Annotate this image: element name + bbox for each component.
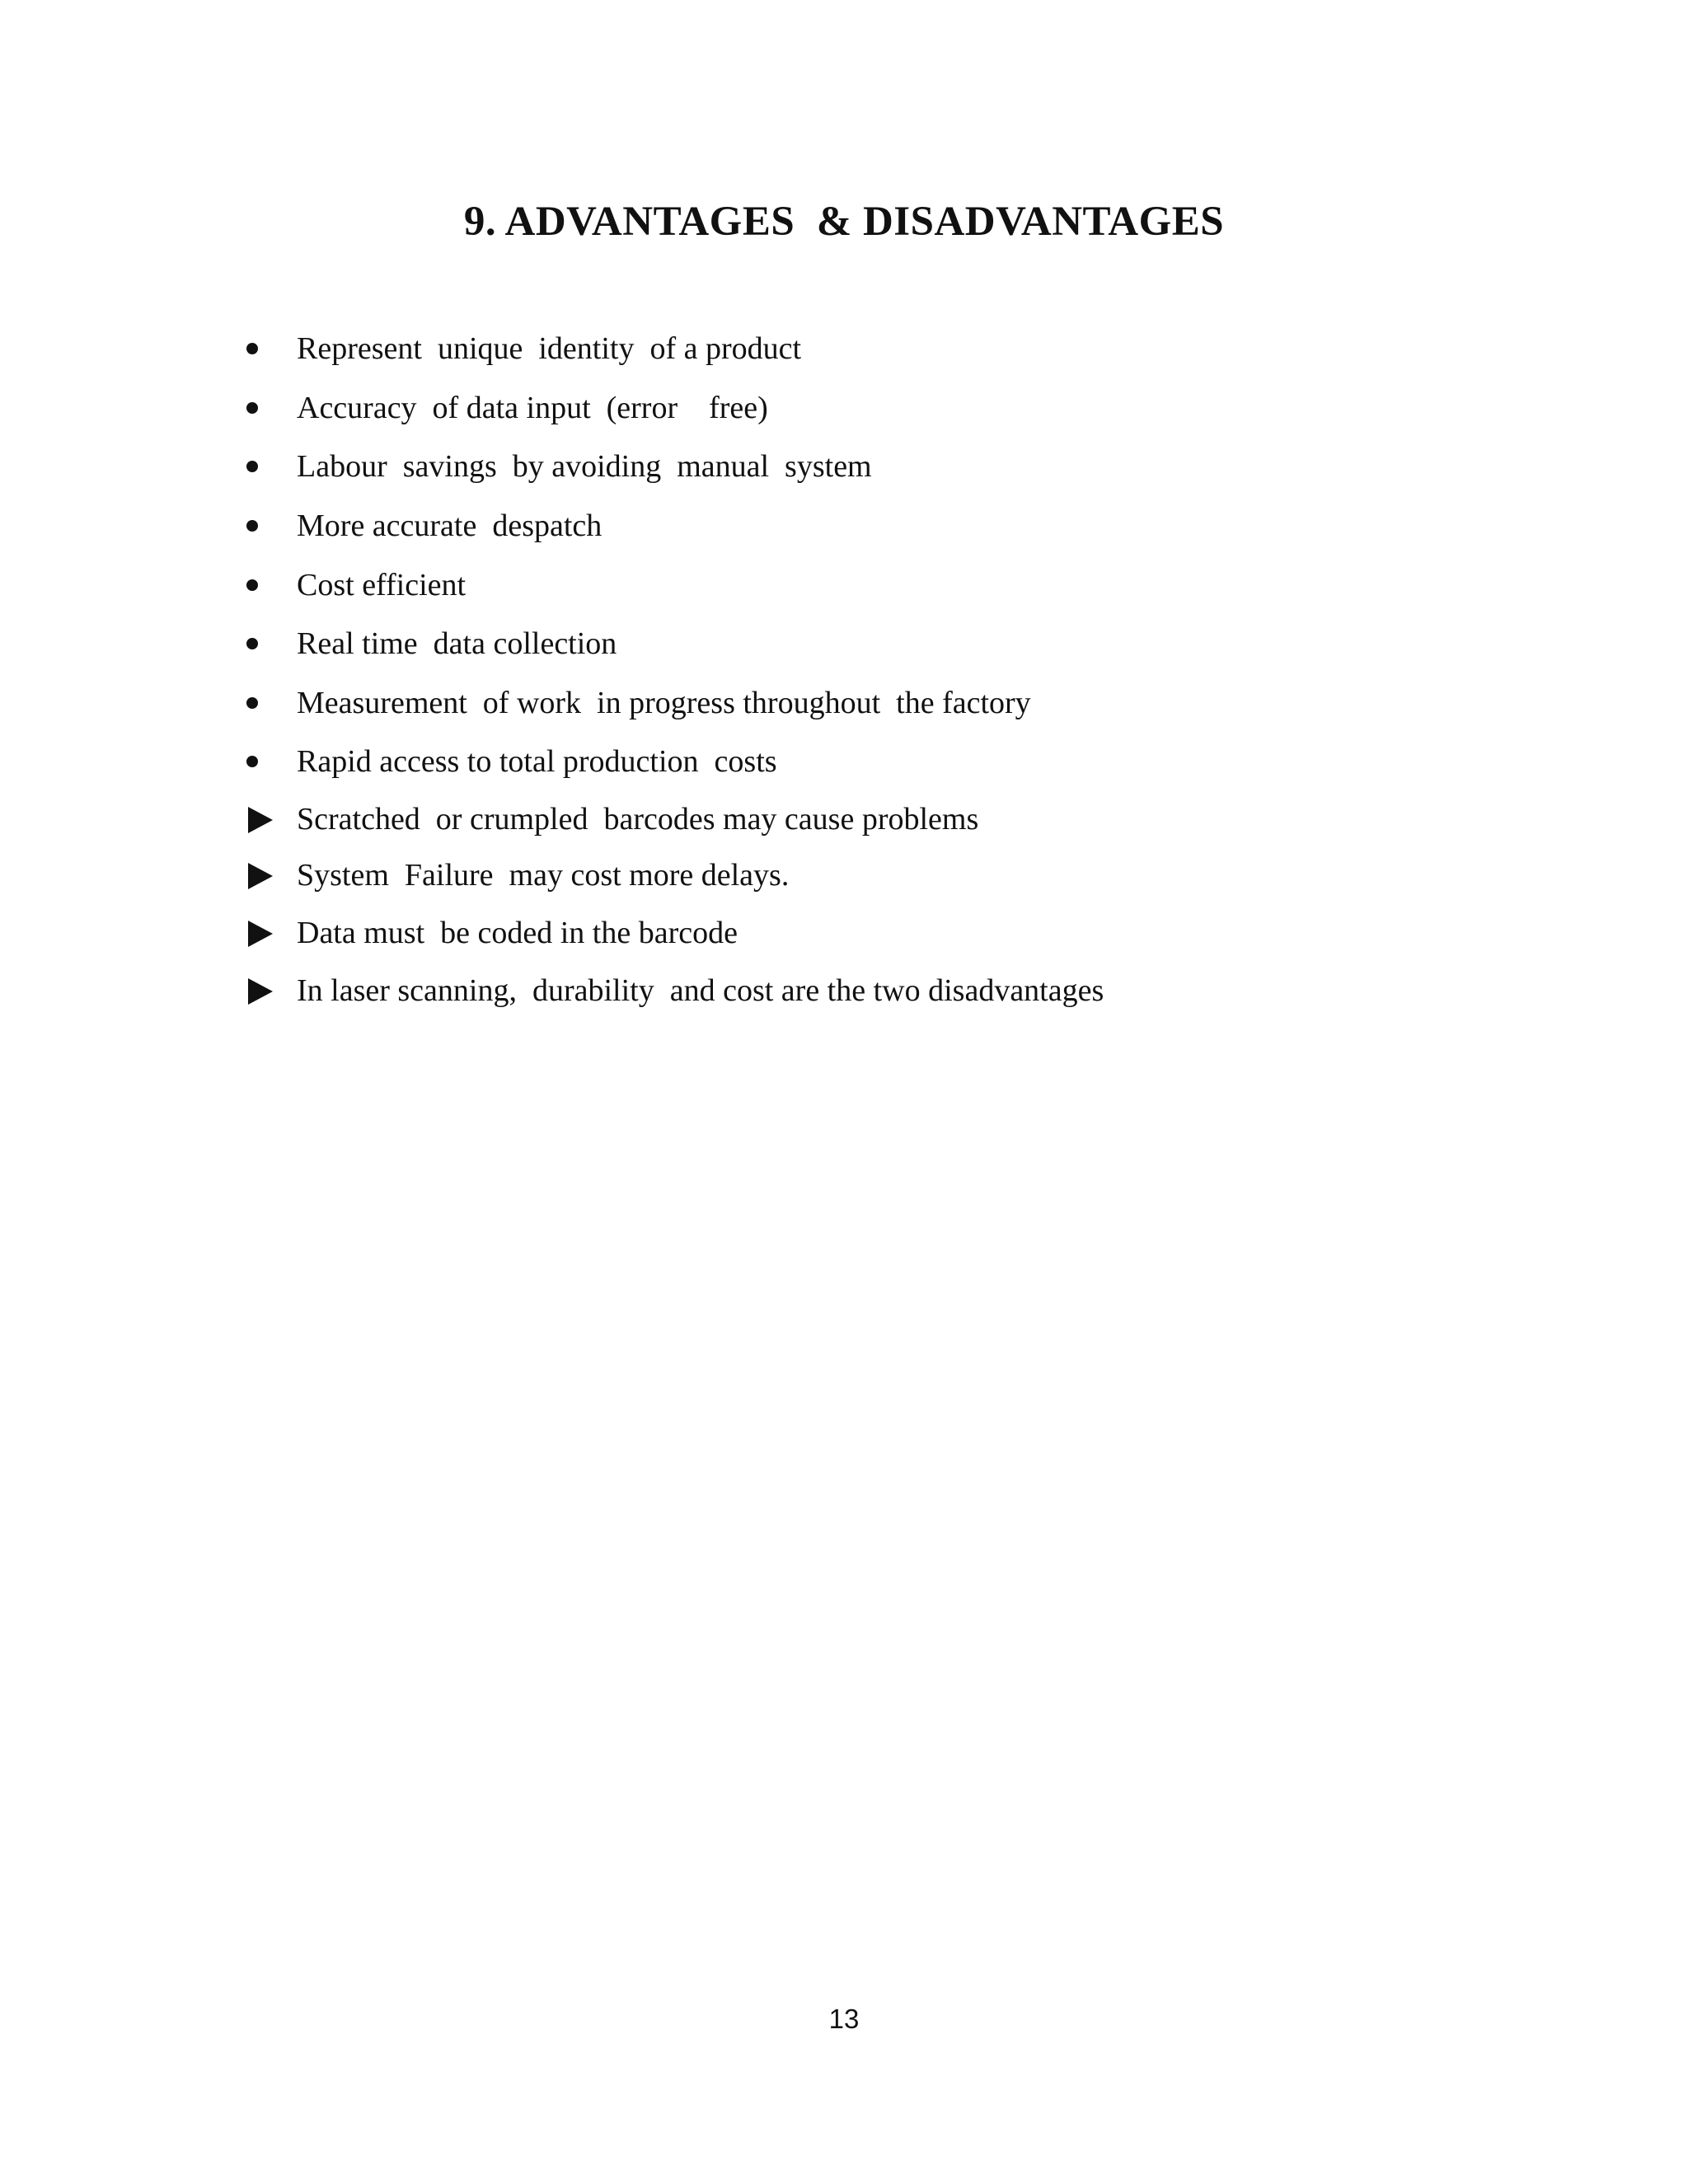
bullet-dot-icon — [243, 738, 276, 785]
page-title: 9. ADVANTAGES & DISADVANTAGES — [463, 199, 1225, 245]
list-item-text: Measurement of work in progress throughout the factory — [297, 686, 1031, 720]
list-item-text: Data must be coded in the barcode — [297, 916, 738, 950]
list-item — [243, 796, 1479, 842]
list-item — [243, 385, 1479, 431]
list-item-text: Labour savings by avoiding manual system — [297, 449, 872, 484]
list-item — [243, 852, 1479, 898]
bullet-dot-icon — [243, 621, 276, 667]
bullet-dot-icon — [243, 562, 276, 608]
list-item — [243, 326, 1479, 372]
arrow-right-icon — [243, 796, 276, 842]
list-item — [243, 562, 1479, 608]
bullet-dot-icon — [243, 443, 276, 490]
list-item — [243, 680, 1479, 726]
list-item-text: System Failure may cost more delays. — [297, 858, 790, 893]
list-item-text: Real time data collection — [297, 626, 617, 661]
bullet-dot-icon — [243, 326, 276, 372]
list-item — [243, 621, 1479, 667]
bullet-dot-icon — [243, 385, 276, 431]
bullet-dot-icon — [243, 503, 276, 549]
list-item — [243, 503, 1479, 549]
arrow-right-icon — [243, 852, 276, 898]
list-item-text: Represent unique identity of a product — [297, 331, 802, 366]
bullet-dot-icon — [243, 680, 276, 726]
list-item-text: Accuracy of data input (error free) — [297, 391, 768, 425]
arrow-right-icon — [243, 910, 276, 956]
list-item-text: More accurate despatch — [297, 509, 603, 543]
list-item — [243, 443, 1479, 490]
list-item-text: Cost efficient — [297, 568, 467, 602]
list-item — [243, 910, 1479, 956]
list-item-text: Rapid access to total production costs — [297, 744, 777, 779]
list-item-text: Scratched or crumpled barcodes may cause problems — [297, 802, 979, 837]
arrow-right-icon — [243, 968, 276, 1014]
list-item — [243, 738, 1479, 785]
list-item — [243, 968, 1479, 1014]
page-number: 13 — [828, 2004, 860, 2034]
list-item-text: In laser scanning, durability and cost are the two disadvantages — [297, 973, 1104, 1008]
